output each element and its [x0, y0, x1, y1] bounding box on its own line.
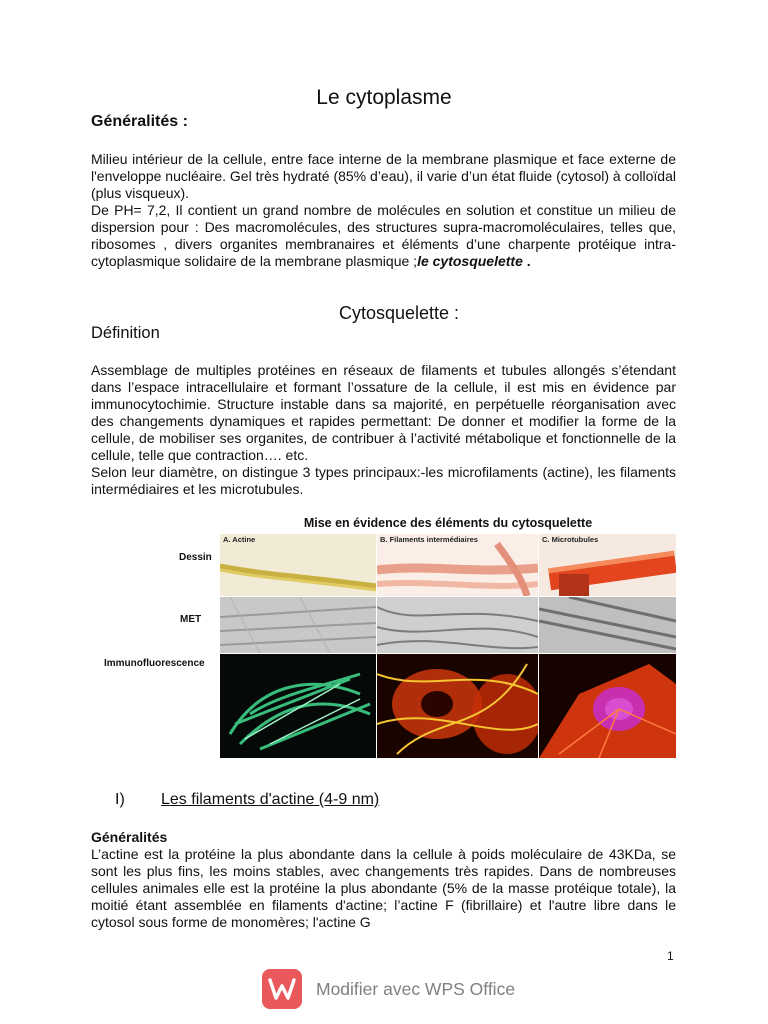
wps-w-icon — [268, 977, 296, 1001]
fluo-actine-image — [220, 654, 376, 758]
wps-edit-banner[interactable] — [262, 968, 515, 1010]
figure-title: Mise en évidence des éléments du cytosquelette — [303, 516, 593, 530]
row-label-immunofluorescence: Immunofluorescence — [104, 658, 205, 669]
drawing-intermediate-image — [377, 534, 538, 596]
drawing-microtubule-image — [539, 534, 676, 596]
fluo-intermediate-image — [377, 654, 538, 758]
met-intermediate-svg — [377, 597, 538, 653]
fluo-microtubule-svg — [539, 654, 676, 758]
cytoskeleton-figure — [100, 516, 676, 758]
fluo-intermediate-svg — [377, 654, 538, 758]
met-microtubule-svg — [539, 597, 676, 653]
generalites-heading: Généralités : — [91, 113, 188, 130]
column-label-intermediate: B. Filaments intermédiaires — [380, 535, 478, 544]
row-label-met: MET — [180, 614, 202, 625]
page-number: 1 — [667, 949, 674, 963]
cytosquelette-emphasis: le cytosquelette — [417, 253, 523, 269]
actine-subheading: Généralités — [91, 829, 168, 845]
fluo-actine-svg — [220, 654, 376, 758]
actine-text — [91, 846, 676, 931]
wps-logo-icon — [262, 969, 302, 1009]
fluo-microtubule-image — [539, 654, 676, 758]
actine-paragraph: L’actine est la protéine la plus abondante dans la cellule à poids moléculaire de 43KDa, se sont les plus fins, les moins stables, avec changements très rapides. Dans de nombreuses cellules animales elle est la protéine la plus abondante (5% de la masse protéique totale), la moitié étant assemblée en filaments d'actine; l’actine F (fibrillaire) et l'autre libre dans le cytosol sous forme de monomères; l'actine G — [91, 846, 676, 930]
definition-heading: Définition — [91, 324, 160, 342]
met-intermediate-image — [377, 597, 538, 653]
column-label-microtubules: C. Microtubules — [542, 535, 599, 544]
definition-paragraph: Assemblage de multiples protéines en réseaux de filaments et tubules allongés s’étendant dans l’espace intracellulaire et formant l’ossature de la cellule, il est mis en évidence par immunocytochimie. Structure instable dans sa majorité, en perpétuelle réorganisation avec des changements dynamiques et rapides permettant: De donner et modifier la forme de la cellule, de mobiliser ses organites, de contribuer à l’activité métabolique et fonctionnelle de la cellule, telle que contraction…. etc. — [91, 362, 676, 463]
cytosquelette-heading: Cytosquelette : — [338, 303, 460, 323]
generalites-paragraph-2-text: De PH= 7,2, Il contient un grand nombre de molécules en solution et constitue un milieu de dispersion pour : Des macromolécules, des structures supra-macromoléculaires, telles que, ribosomes , divers organites membranaires et éléments d’une charpente protéique intra-cytoplasmique solidaire de la membrane plasmique ; — [91, 202, 676, 269]
wps-edit-label[interactable]: Modifier avec WPS Office — [316, 978, 516, 999]
generalites-paragraph-1: Milieu intérieur de la cellule, entre face interne de la membrane plasmique et face externe de l'enveloppe nucléaire. Gel très hydraté (85% d’eau), il varie d’un état fluide (cytosol) à colloïdal (plus visqueux). — [91, 151, 676, 201]
generalites-text — [91, 151, 676, 270]
definition-text — [91, 362, 676, 498]
met-actine-svg — [220, 597, 376, 653]
drawing-actine-image — [220, 534, 376, 596]
column-label-actine: A. Actine — [223, 535, 256, 544]
met-actine-image — [220, 597, 376, 653]
generalites-paragraph-2-end: . — [522, 253, 531, 269]
section-title: Les filaments d'actine (4-9 nm) — [161, 791, 380, 808]
section-number: I) — [115, 791, 125, 808]
page-title: Le cytoplasme — [316, 86, 452, 109]
row-label-dessin: Dessin — [179, 552, 212, 563]
generalites-paragraph-2 — [91, 202, 676, 270]
definition-paragraph-2: Selon leur diamètre, on distingue 3 types principaux:-les microfilaments (actine), les filaments intermédiaires et les microtubules. — [91, 464, 676, 497]
met-microtubule-image — [539, 597, 676, 653]
